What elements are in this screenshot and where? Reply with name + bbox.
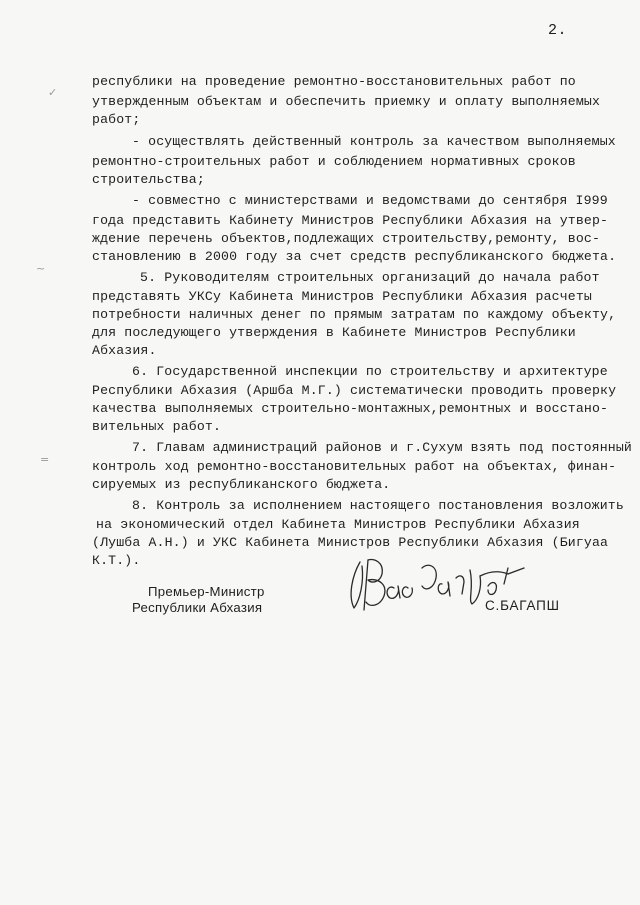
text-line: вительных работ.: [92, 419, 222, 434]
text-line: строительства;: [92, 172, 205, 187]
text-line: контроль ход ремонтно-восстановительных работ на объектах, финан-: [92, 459, 617, 474]
text-line: потребности наличных денег по прямым затратам по каждому объекту,: [92, 307, 617, 322]
text-line: 5. Руководителям строительных организаций до начала работ: [140, 270, 600, 285]
signatory-title: Республики Абхазия: [132, 600, 263, 615]
margin-mark: ✓: [48, 86, 58, 99]
margin-mark: =: [40, 453, 50, 466]
signatory-name: С.БАГАПШ: [485, 598, 560, 613]
signatory-title: Премьер-Министр: [148, 584, 265, 599]
text-line: 7. Главам администраций районов и г.Сухум взять под постоянный: [132, 440, 632, 455]
text-line: года представить Кабинету Министров Республики Абхазия на утвер-: [92, 213, 609, 228]
text-line: - совместно с министерствами и ведомствами до сентября I999: [132, 193, 608, 208]
text-line: К.Т.).: [92, 553, 141, 568]
text-line: республики на проведение ремонтно-восстановительных работ по: [92, 74, 576, 89]
text-line: (Лушба А.Н.) и УКС Кабинета Министров Республики Абхазия (Бигуаа: [92, 535, 609, 550]
text-line: 8. Контроль за исполнением настоящего постановления возложить: [132, 498, 624, 513]
text-line: утвержденным объектам и обеспечить приемку и оплату выполняемых: [92, 94, 601, 109]
text-line: для последующего утверждения в Кабинете Министров Республики: [92, 325, 576, 340]
text-line: на экономический отдел Кабинета Министров Республики Абхазия: [96, 517, 580, 532]
text-line: представять УКСу Кабинета Министров Республики Абхазия расчеты: [92, 289, 592, 304]
text-line: качества выполняемых строительно-монтажных,ремонтных и восстано-: [92, 401, 609, 416]
text-line: Республики Абхазия (Аршба М.Г.) систематически проводить проверку: [92, 383, 617, 398]
text-line: становлению в 2000 году за счет средств республиканского бюджета.: [92, 249, 617, 264]
text-line: 6. Государственной инспекции по строительству и архитектуре: [132, 364, 608, 379]
text-line: ремонтно-строительных работ и соблюдением нормативных сроков: [92, 154, 576, 169]
page-number: 2.: [548, 22, 568, 39]
text-line: ждение перечень объектов,подлежащих строительству,ремонту, вос-: [92, 231, 601, 246]
margin-mark: ~: [36, 262, 46, 275]
text-line: работ;: [92, 112, 141, 127]
text-line: - осуществлять действенный контроль за качеством выполняемых: [132, 134, 616, 149]
text-line: Абхазия.: [92, 343, 157, 358]
text-line: сируемых из республиканского бюджета.: [92, 477, 391, 492]
